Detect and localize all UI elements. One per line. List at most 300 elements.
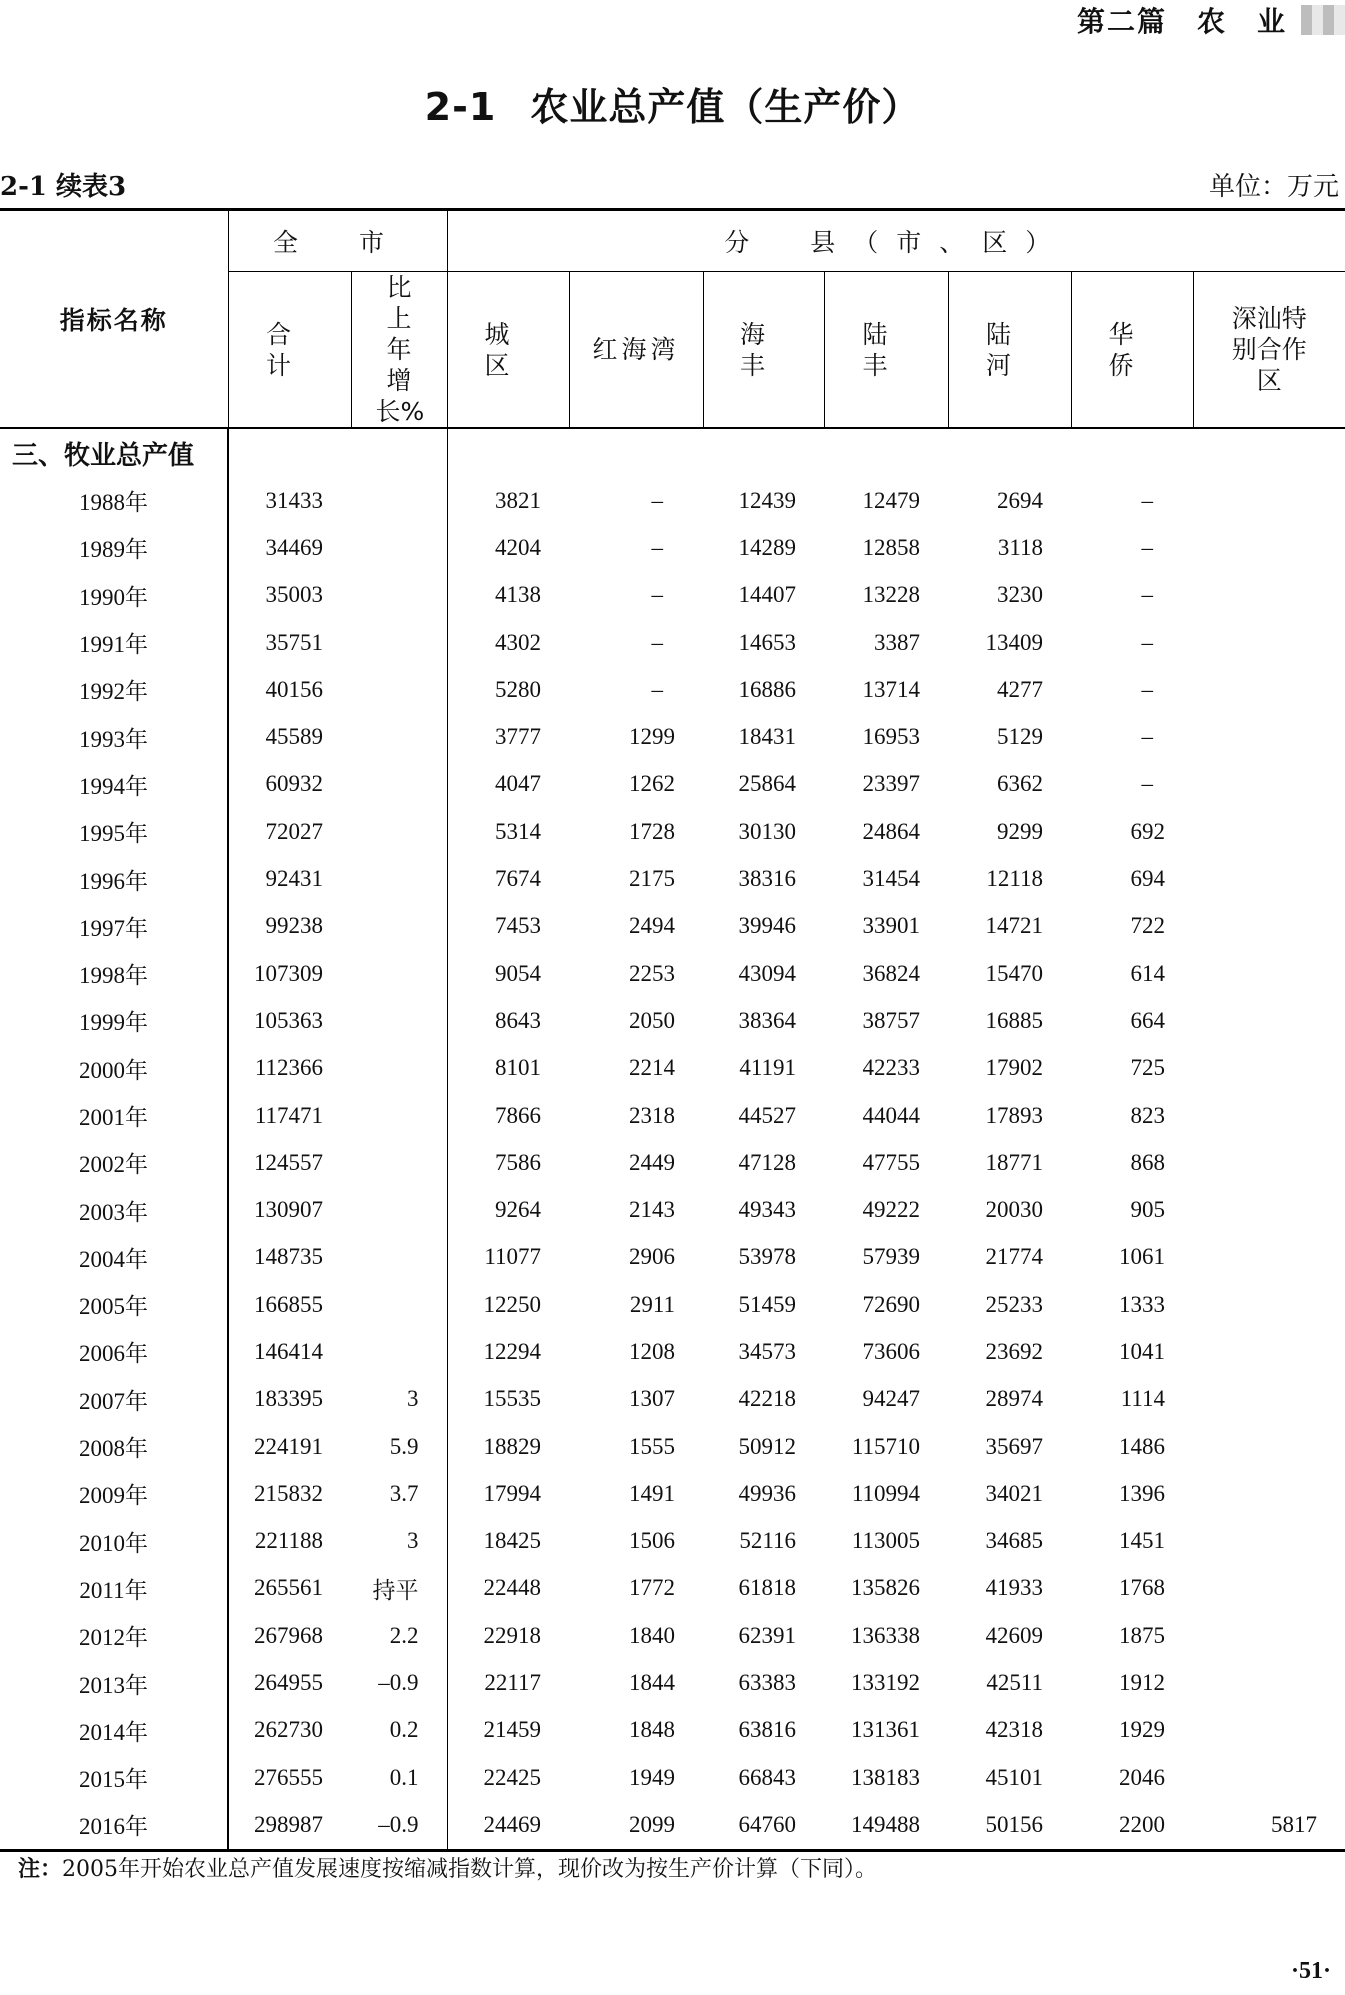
cell-total: 45589 bbox=[228, 713, 351, 760]
cell-growth: 0.2 bbox=[389, 1717, 419, 1743]
cell-chengqu: 15535 bbox=[447, 1376, 569, 1423]
checker-pattern-icon bbox=[1301, 5, 1345, 35]
cell-honghaiwan: 1840 bbox=[629, 1622, 676, 1648]
cell-total: 130907 bbox=[228, 1186, 351, 1233]
cell-haifeng: 50912 bbox=[738, 1433, 797, 1459]
table-row bbox=[0, 761, 1345, 808]
cell-growth bbox=[351, 713, 447, 760]
cell-huaqiao: 664 bbox=[1130, 1007, 1166, 1033]
cell-growth bbox=[351, 1139, 447, 1186]
cell-growth bbox=[351, 761, 447, 808]
row-year: 1995年 bbox=[79, 821, 148, 847]
cell-huaqiao: 1912 bbox=[1119, 1670, 1166, 1696]
cell-haifeng: 52116 bbox=[739, 1528, 797, 1554]
header-chengqu: 城 区 bbox=[447, 272, 569, 429]
cell-shenshan bbox=[1193, 1045, 1345, 1092]
cell-chengqu: 22425 bbox=[447, 1754, 569, 1801]
cell-honghaiwan: 1491 bbox=[629, 1480, 676, 1506]
row-year: 2015年 bbox=[79, 1767, 148, 1793]
cell-chengqu: 12294 bbox=[447, 1328, 569, 1375]
cell-luhe: 45101 bbox=[985, 1764, 1044, 1790]
cell-growth bbox=[351, 1186, 447, 1233]
cell-growth bbox=[351, 903, 447, 950]
cell-lufeng: 135826 bbox=[851, 1575, 921, 1601]
cell-luhe: 17902 bbox=[985, 1055, 1044, 1081]
table-row bbox=[0, 1470, 1345, 1517]
table-row bbox=[0, 1328, 1345, 1375]
cell-total: 124557 bbox=[228, 1139, 351, 1186]
cell-honghaiwan: – bbox=[651, 629, 664, 655]
cell-shenshan bbox=[1193, 713, 1345, 760]
cell-total: 276555 bbox=[228, 1754, 351, 1801]
category-label: 三、牧业总产值 bbox=[12, 440, 195, 471]
cell-haifeng: 66843 bbox=[738, 1764, 797, 1790]
cell-lufeng: 12479 bbox=[862, 487, 921, 513]
cell-growth: 3 bbox=[407, 1528, 419, 1554]
table-row bbox=[0, 1186, 1345, 1233]
cell-shenshan bbox=[1193, 1139, 1345, 1186]
cell-huaqiao: 692 bbox=[1130, 818, 1166, 844]
cell-total: 31433 bbox=[228, 477, 351, 524]
cell-growth bbox=[351, 950, 447, 997]
cell-shenshan bbox=[1193, 1754, 1345, 1801]
cell-shenshan bbox=[1193, 1234, 1345, 1281]
cell-chengqu: 4047 bbox=[447, 761, 569, 808]
cell-chengqu: 3821 bbox=[447, 477, 569, 524]
cell-honghaiwan: 1555 bbox=[629, 1433, 676, 1459]
footnote bbox=[18, 1852, 877, 1883]
cell-shenshan bbox=[1193, 1328, 1345, 1375]
cell-lufeng: 73606 bbox=[862, 1338, 921, 1364]
cell-shenshan bbox=[1193, 950, 1345, 997]
cell-chengqu: 21459 bbox=[447, 1707, 569, 1754]
cell-haifeng: 62391 bbox=[738, 1622, 797, 1648]
cell-huaqiao: 1451 bbox=[1119, 1528, 1166, 1554]
cell-shenshan bbox=[1193, 1092, 1345, 1139]
footnote-label: 注： bbox=[18, 1856, 63, 1882]
cell-growth bbox=[351, 1281, 447, 1328]
table-row bbox=[0, 477, 1345, 524]
header-lufeng: 陆 丰 bbox=[824, 272, 948, 429]
cell-lufeng: 49222 bbox=[862, 1197, 921, 1223]
cell-total: 262730 bbox=[228, 1707, 351, 1754]
cell-growth: 持平 bbox=[372, 1577, 419, 1603]
cell-shenshan bbox=[1193, 666, 1345, 713]
table-row bbox=[0, 1281, 1345, 1328]
cell-haifeng: 12439 bbox=[738, 487, 797, 513]
row-year: 2007年 bbox=[79, 1388, 148, 1414]
cell-honghaiwan: 2214 bbox=[629, 1055, 676, 1081]
row-year: 2006年 bbox=[79, 1341, 148, 1367]
header-shenshan: 深汕特别合作区 bbox=[1193, 272, 1345, 429]
row-year: 2013年 bbox=[79, 1672, 148, 1698]
cell-huaqiao: 2200 bbox=[1119, 1811, 1166, 1837]
cell-shenshan bbox=[1193, 572, 1345, 619]
cell-total: 35751 bbox=[228, 619, 351, 666]
table-row bbox=[0, 1565, 1345, 1612]
cell-lufeng: 24864 bbox=[862, 818, 921, 844]
cell-growth bbox=[351, 666, 447, 713]
cell-huaqiao: 1396 bbox=[1119, 1480, 1166, 1506]
table-row bbox=[0, 713, 1345, 760]
cell-total: 224191 bbox=[228, 1423, 351, 1470]
table-row bbox=[0, 950, 1345, 997]
row-year: 2010年 bbox=[79, 1530, 148, 1556]
cell-lufeng: 113005 bbox=[851, 1528, 921, 1554]
cell-total: 72027 bbox=[228, 808, 351, 855]
unit-label: 单位：万元 bbox=[1208, 172, 1339, 202]
cell-huaqiao: 725 bbox=[1130, 1055, 1166, 1081]
cell-chengqu: 9054 bbox=[447, 950, 569, 997]
cell-total: 183395 bbox=[228, 1376, 351, 1423]
cell-honghaiwan: 1506 bbox=[629, 1528, 676, 1554]
cell-luhe: 15470 bbox=[985, 960, 1044, 986]
row-year: 2003年 bbox=[79, 1199, 148, 1225]
table-row bbox=[0, 1754, 1345, 1801]
cell-chengqu: 8101 bbox=[447, 1045, 569, 1092]
cell-lufeng: 94247 bbox=[862, 1386, 921, 1412]
cell-huaqiao: 823 bbox=[1130, 1102, 1166, 1128]
cell-shenshan bbox=[1193, 855, 1345, 902]
table-row bbox=[0, 1659, 1345, 1706]
cell-lufeng: 23397 bbox=[862, 771, 921, 797]
cell-total: 99238 bbox=[228, 903, 351, 950]
cell-growth bbox=[351, 1328, 447, 1375]
cell-luhe: 16885 bbox=[985, 1007, 1044, 1033]
cell-luhe: 4277 bbox=[997, 676, 1044, 702]
cell-shenshan bbox=[1193, 1423, 1345, 1470]
cell-total: 117471 bbox=[228, 1092, 351, 1139]
cell-shenshan bbox=[1193, 1470, 1345, 1517]
cell-luhe: 12118 bbox=[986, 866, 1044, 892]
cell-luhe: 5129 bbox=[997, 724, 1044, 750]
cell-luhe: 13409 bbox=[985, 629, 1044, 655]
title-number: 2-1 bbox=[424, 85, 497, 129]
cell-chengqu: 22918 bbox=[447, 1612, 569, 1659]
table-row bbox=[0, 1234, 1345, 1281]
page-number: ·51· bbox=[1290, 1958, 1331, 1984]
row-year: 2014年 bbox=[79, 1719, 148, 1745]
row-year: 1989年 bbox=[79, 537, 148, 563]
cell-shenshan bbox=[1193, 903, 1345, 950]
cell-honghaiwan: 2449 bbox=[629, 1149, 676, 1175]
table-row bbox=[0, 1376, 1345, 1423]
cell-chengqu: 18829 bbox=[447, 1423, 569, 1470]
cell-lufeng: 44044 bbox=[862, 1102, 921, 1128]
row-year: 1990年 bbox=[79, 584, 148, 610]
cell-huaqiao: – bbox=[1141, 534, 1154, 560]
cell-luhe: 42318 bbox=[985, 1717, 1044, 1743]
row-year: 1991年 bbox=[79, 632, 148, 658]
cell-haifeng: 49343 bbox=[738, 1197, 797, 1223]
cell-honghaiwan: 1728 bbox=[629, 818, 676, 844]
cell-honghaiwan: 2911 bbox=[629, 1291, 676, 1317]
cell-honghaiwan: 2050 bbox=[629, 1007, 676, 1033]
row-year: 2011年 bbox=[79, 1577, 148, 1603]
cell-total: 34469 bbox=[228, 524, 351, 571]
page-title bbox=[0, 76, 1345, 131]
cell-growth bbox=[351, 997, 447, 1044]
cell-luhe: 35697 bbox=[985, 1433, 1044, 1459]
cell-haifeng: 16886 bbox=[738, 676, 797, 702]
footnote-text: 2005年开始农业总产值发展速度按缩减指数计算，现价改为按生产价计算（下同）。 bbox=[62, 1857, 878, 1882]
section-header-text: 第二篇 农 业 bbox=[1076, 5, 1287, 38]
cell-honghaiwan: – bbox=[651, 487, 664, 513]
cell-lufeng: 149488 bbox=[851, 1811, 921, 1837]
cell-growth: 3 bbox=[407, 1386, 419, 1412]
row-year: 1998年 bbox=[79, 963, 148, 989]
cell-lufeng: 16953 bbox=[862, 724, 921, 750]
cell-growth: –0.9 bbox=[378, 1670, 419, 1696]
cell-shenshan bbox=[1193, 619, 1345, 666]
cell-shenshan: 5817 bbox=[1271, 1811, 1318, 1837]
cell-growth: –0.9 bbox=[378, 1811, 419, 1837]
cell-growth: 3.7 bbox=[389, 1480, 419, 1506]
cell-chengqu: 7586 bbox=[447, 1139, 569, 1186]
row-year: 2001年 bbox=[79, 1105, 148, 1130]
cell-chengqu: 22117 bbox=[447, 1659, 569, 1706]
cell-huaqiao: 1333 bbox=[1119, 1291, 1166, 1317]
cell-chengqu: 24469 bbox=[447, 1801, 569, 1850]
row-year: 1999年 bbox=[79, 1010, 148, 1036]
cell-luhe: 41933 bbox=[985, 1575, 1044, 1601]
cell-total: 112366 bbox=[228, 1045, 351, 1092]
header-county-group: 分 县（市、区） bbox=[447, 210, 1345, 272]
cell-luhe: 50156 bbox=[985, 1811, 1044, 1837]
cell-shenshan bbox=[1193, 1659, 1345, 1706]
header-growth: 比上年增长% bbox=[351, 272, 447, 429]
cell-luhe: 20030 bbox=[985, 1197, 1044, 1223]
cell-haifeng: 41191 bbox=[739, 1055, 797, 1081]
row-year: 1988年 bbox=[79, 490, 148, 516]
cell-honghaiwan: 1772 bbox=[629, 1575, 676, 1601]
cell-huaqiao: 1929 bbox=[1119, 1717, 1166, 1743]
cell-lufeng: 38757 bbox=[862, 1007, 921, 1033]
cell-growth bbox=[351, 619, 447, 666]
cell-chengqu: 11077 bbox=[447, 1234, 569, 1281]
table-row bbox=[0, 1612, 1345, 1659]
cell-haifeng: 39946 bbox=[738, 913, 797, 939]
cell-luhe: 34685 bbox=[985, 1528, 1044, 1554]
cell-total: 105363 bbox=[228, 997, 351, 1044]
cell-luhe: 17893 bbox=[985, 1102, 1044, 1128]
cell-honghaiwan: 2253 bbox=[629, 960, 676, 986]
cell-growth: 2.2 bbox=[389, 1622, 419, 1648]
cell-haifeng: 14289 bbox=[738, 534, 797, 560]
cell-lufeng: 33901 bbox=[862, 913, 921, 939]
cell-shenshan bbox=[1193, 477, 1345, 524]
table-row bbox=[0, 666, 1345, 713]
cell-luhe: 2694 bbox=[997, 487, 1044, 513]
cell-chengqu: 4204 bbox=[447, 524, 569, 571]
cell-honghaiwan: – bbox=[651, 676, 664, 702]
table-row bbox=[0, 1045, 1345, 1092]
cell-luhe: 25233 bbox=[985, 1291, 1044, 1317]
cell-lufeng: 138183 bbox=[851, 1764, 921, 1790]
table-row bbox=[0, 997, 1345, 1044]
cell-chengqu: 4302 bbox=[447, 619, 569, 666]
cell-growth: 0.1 bbox=[389, 1764, 419, 1790]
cell-shenshan bbox=[1193, 1565, 1345, 1612]
cell-shenshan bbox=[1193, 808, 1345, 855]
cell-haifeng: 63816 bbox=[738, 1717, 797, 1743]
cell-honghaiwan: 1208 bbox=[629, 1338, 676, 1364]
cell-total: 265561 bbox=[228, 1565, 351, 1612]
header-honghaiwan: 红海湾 bbox=[569, 272, 703, 429]
cell-chengqu: 4138 bbox=[447, 572, 569, 619]
cell-huaqiao: 868 bbox=[1130, 1149, 1166, 1175]
cell-growth bbox=[351, 1045, 447, 1092]
cell-haifeng: 25864 bbox=[738, 771, 797, 797]
cell-chengqu: 7674 bbox=[447, 855, 569, 902]
cell-lufeng: 115710 bbox=[851, 1433, 921, 1459]
cell-luhe: 23692 bbox=[985, 1338, 1044, 1364]
cell-honghaiwan: 1949 bbox=[629, 1764, 676, 1790]
cell-lufeng: 72690 bbox=[862, 1291, 921, 1317]
table-subheader bbox=[0, 166, 1345, 200]
table-row bbox=[0, 1139, 1345, 1186]
cell-chengqu: 22448 bbox=[447, 1565, 569, 1612]
cell-total: 221188 bbox=[228, 1518, 351, 1565]
row-year: 2008年 bbox=[79, 1436, 148, 1462]
cell-haifeng: 64760 bbox=[738, 1811, 797, 1837]
cell-luhe: 28974 bbox=[985, 1386, 1044, 1412]
table-row bbox=[0, 808, 1345, 855]
cell-lufeng: 12858 bbox=[862, 534, 921, 560]
cell-lufeng: 31454 bbox=[862, 866, 921, 892]
cell-total: 267968 bbox=[228, 1612, 351, 1659]
cell-shenshan bbox=[1193, 1612, 1345, 1659]
cell-honghaiwan: 2099 bbox=[629, 1811, 676, 1837]
cell-total: 298987 bbox=[228, 1801, 351, 1850]
cell-shenshan bbox=[1193, 1186, 1345, 1233]
cell-shenshan bbox=[1193, 1281, 1345, 1328]
cell-lufeng: 36824 bbox=[862, 960, 921, 986]
cell-huaqiao: – bbox=[1141, 724, 1154, 750]
section-header bbox=[1077, 0, 1345, 40]
cell-haifeng: 14407 bbox=[738, 582, 797, 608]
cell-lufeng: 136338 bbox=[851, 1622, 921, 1648]
cell-lufeng: 13714 bbox=[862, 676, 921, 702]
table-row bbox=[0, 619, 1345, 666]
cell-haifeng: 63383 bbox=[738, 1670, 797, 1696]
cell-luhe: 14721 bbox=[985, 913, 1044, 939]
table-row bbox=[0, 1423, 1345, 1470]
cell-growth: 5.9 bbox=[389, 1433, 419, 1459]
cell-haifeng: 51459 bbox=[738, 1291, 797, 1317]
cell-huaqiao: 1486 bbox=[1119, 1433, 1166, 1459]
cell-chengqu: 18425 bbox=[447, 1518, 569, 1565]
data-table bbox=[0, 208, 1345, 1852]
cell-luhe: 3118 bbox=[997, 534, 1044, 560]
cell-chengqu: 5280 bbox=[447, 666, 569, 713]
cell-luhe: 6362 bbox=[997, 771, 1044, 797]
cell-growth bbox=[351, 1234, 447, 1281]
cell-haifeng: 44527 bbox=[738, 1102, 797, 1128]
cell-honghaiwan: 1262 bbox=[629, 771, 676, 797]
table-row bbox=[0, 903, 1345, 950]
table-row bbox=[0, 524, 1345, 571]
cell-haifeng: 30130 bbox=[738, 818, 797, 844]
cell-growth bbox=[351, 1092, 447, 1139]
cell-huaqiao: 614 bbox=[1130, 960, 1166, 986]
cell-haifeng: 47128 bbox=[738, 1149, 797, 1175]
row-year: 1996年 bbox=[79, 868, 148, 894]
cell-huaqiao: – bbox=[1141, 487, 1154, 513]
cell-haifeng: 49936 bbox=[738, 1480, 797, 1506]
cell-honghaiwan: 2318 bbox=[629, 1102, 676, 1128]
cell-growth bbox=[351, 477, 447, 524]
cell-honghaiwan: 1848 bbox=[629, 1717, 676, 1743]
cell-huaqiao: – bbox=[1141, 676, 1154, 702]
row-year: 1993年 bbox=[79, 726, 148, 752]
cell-haifeng: 14653 bbox=[738, 629, 797, 655]
cell-total: 40156 bbox=[228, 666, 351, 713]
header-huaqiao: 华 侨 bbox=[1071, 272, 1193, 429]
cell-haifeng: 18431 bbox=[738, 724, 797, 750]
cell-lufeng: 57939 bbox=[862, 1244, 921, 1270]
cell-total: 264955 bbox=[228, 1659, 351, 1706]
cell-huaqiao: 1114 bbox=[1120, 1386, 1166, 1412]
cell-chengqu: 17994 bbox=[447, 1470, 569, 1517]
cell-growth bbox=[351, 572, 447, 619]
header-indicator: 指标名称 bbox=[59, 306, 168, 335]
cell-luhe: 3230 bbox=[997, 582, 1044, 608]
cell-total: 146414 bbox=[228, 1328, 351, 1375]
cell-huaqiao: – bbox=[1141, 629, 1154, 655]
cell-huaqiao: 694 bbox=[1130, 866, 1166, 892]
cell-huaqiao: 1875 bbox=[1119, 1622, 1166, 1648]
title-text: 农业总产值（生产价） bbox=[530, 85, 921, 129]
cell-total: 215832 bbox=[228, 1470, 351, 1517]
table-row bbox=[0, 1092, 1345, 1139]
row-year: 2009年 bbox=[79, 1483, 148, 1509]
cell-chengqu: 9264 bbox=[447, 1186, 569, 1233]
table-label: 2-1 续表3 bbox=[0, 172, 127, 202]
row-year: 1997年 bbox=[79, 915, 148, 941]
cell-total: 92431 bbox=[228, 855, 351, 902]
cell-huaqiao: 1041 bbox=[1119, 1338, 1166, 1364]
table-row bbox=[0, 572, 1345, 619]
cell-lufeng: 13228 bbox=[862, 582, 921, 608]
row-year: 1992年 bbox=[79, 679, 148, 705]
row-year: 2000年 bbox=[79, 1057, 148, 1083]
cell-total: 60932 bbox=[228, 761, 351, 808]
header-luhe: 陆 河 bbox=[948, 272, 1071, 429]
cell-chengqu: 3777 bbox=[447, 713, 569, 760]
cell-lufeng: 131361 bbox=[851, 1717, 921, 1743]
cell-chengqu: 5314 bbox=[447, 808, 569, 855]
cell-shenshan bbox=[1193, 761, 1345, 808]
cell-honghaiwan: 1307 bbox=[629, 1386, 676, 1412]
cell-shenshan bbox=[1193, 524, 1345, 571]
cell-honghaiwan: 2494 bbox=[629, 913, 676, 939]
cell-haifeng: 61818 bbox=[738, 1575, 797, 1601]
cell-haifeng: 34573 bbox=[738, 1338, 797, 1364]
row-year: 2016年 bbox=[79, 1814, 148, 1840]
cell-shenshan bbox=[1193, 1518, 1345, 1565]
cell-luhe: 42609 bbox=[985, 1622, 1044, 1648]
cell-lufeng: 3387 bbox=[874, 629, 921, 655]
header-city-group: 全 市 bbox=[228, 210, 447, 272]
cell-growth bbox=[351, 524, 447, 571]
cell-shenshan bbox=[1193, 1707, 1345, 1754]
cell-huaqiao: 905 bbox=[1130, 1197, 1166, 1223]
row-year: 2002年 bbox=[79, 1152, 148, 1178]
cell-haifeng: 42218 bbox=[738, 1386, 797, 1412]
cell-luhe: 21774 bbox=[985, 1244, 1044, 1270]
cell-huaqiao: 1768 bbox=[1119, 1575, 1166, 1601]
